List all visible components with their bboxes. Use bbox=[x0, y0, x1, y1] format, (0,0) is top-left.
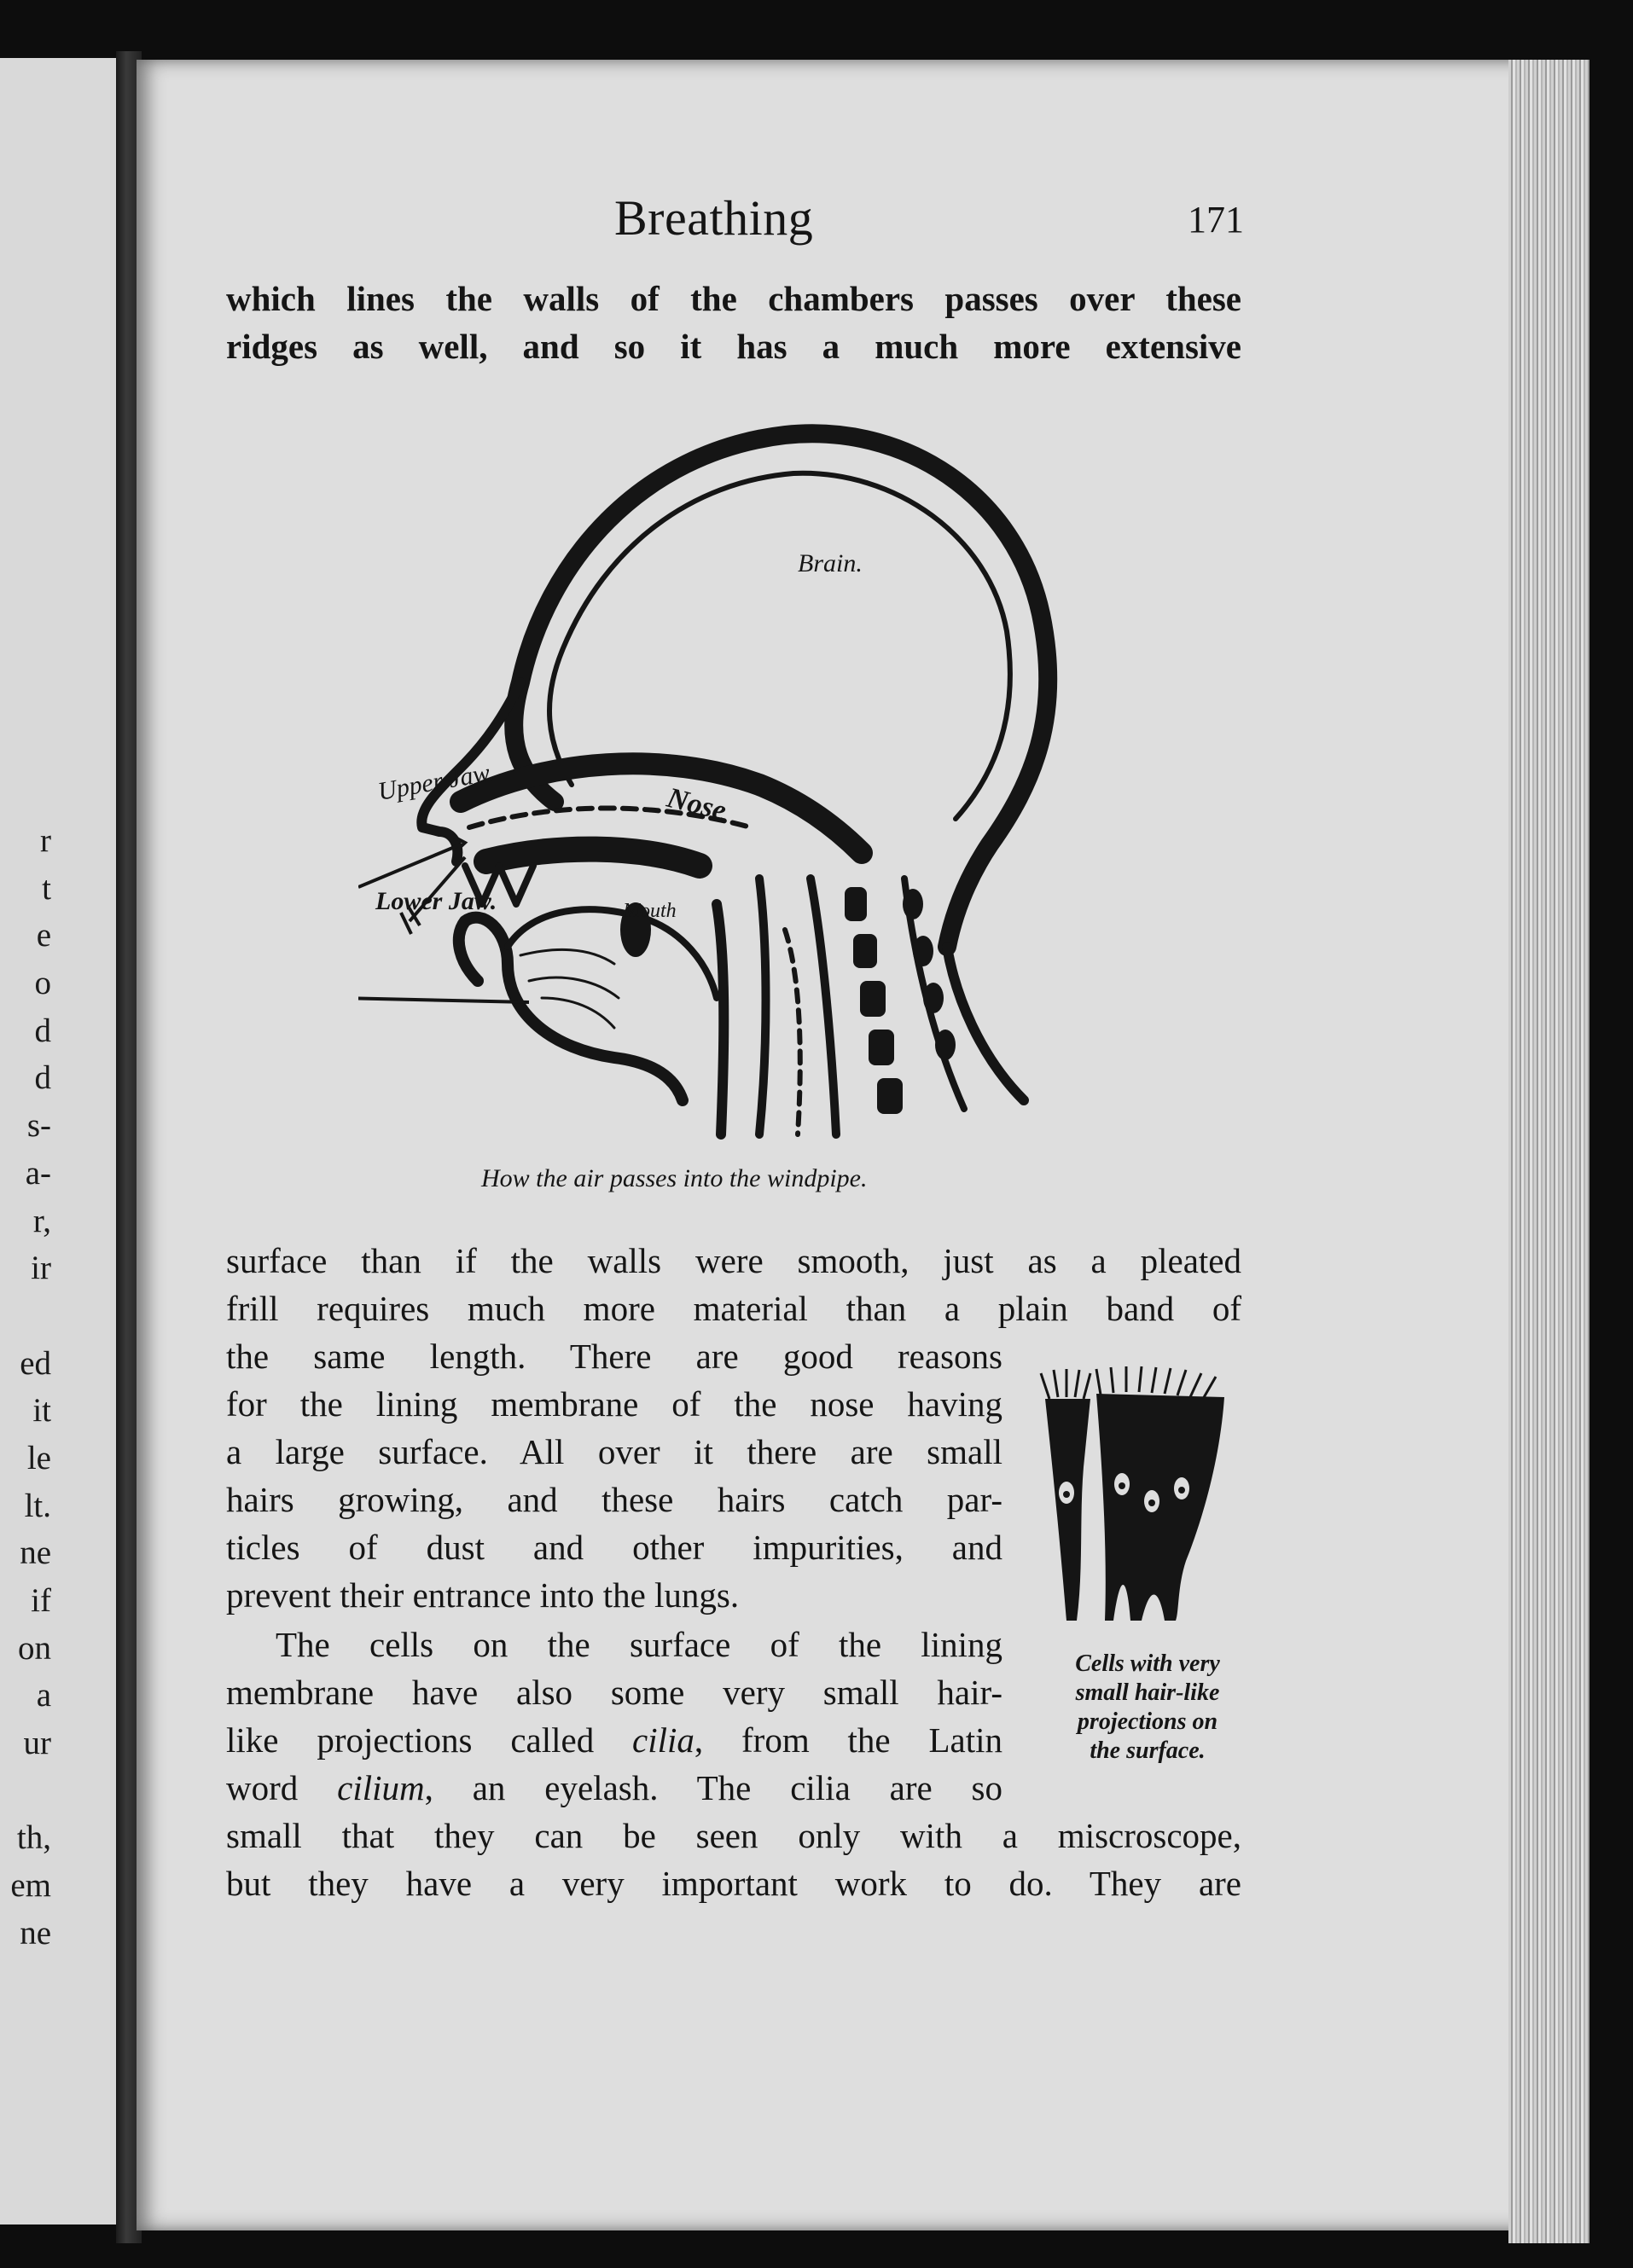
left-facing-page bbox=[0, 58, 116, 2224]
left-page-fragment: t bbox=[42, 869, 51, 907]
paragraph-wrap bbox=[226, 1332, 1002, 1619]
left-page-fragment: le bbox=[26, 1439, 51, 1476]
text-line: prevent their entrance into the lungs. bbox=[226, 1575, 740, 1615]
text-run: , an eyelash. The cilia are so bbox=[424, 1768, 1002, 1807]
left-page-fragment: s- bbox=[26, 1107, 51, 1145]
ciliated-cells-figure bbox=[1032, 1365, 1246, 1638]
left-page-fragment: ne bbox=[20, 1534, 51, 1572]
text-line: ridges as well, and so it has a much more extensive bbox=[226, 327, 1241, 366]
text-line: ticles of dust and other impurities, and bbox=[226, 1528, 1002, 1567]
text-line: a large surface. All over it there are small bbox=[226, 1432, 1002, 1471]
left-page-fragment: a bbox=[36, 1677, 51, 1714]
text-line bbox=[226, 1716, 1002, 1764]
text-line: The cells on the surface of the lining bbox=[276, 1625, 1002, 1664]
left-page-fragment: ed bbox=[20, 1344, 51, 1382]
running-head: Breathing bbox=[614, 190, 814, 246]
text-run: , from the Latin bbox=[694, 1720, 1002, 1760]
caption-line: projections on bbox=[1077, 1708, 1218, 1735]
page-number: 171 bbox=[1188, 199, 1244, 241]
left-page-fragment: th, bbox=[16, 1819, 51, 1857]
latin-term: cilium bbox=[337, 1768, 425, 1807]
left-page-fragment bbox=[0, 1767, 51, 1815]
page-edge-shadow bbox=[1589, 51, 1633, 2268]
left-page-fragment: d bbox=[34, 1012, 51, 1049]
page-stack-edge bbox=[1508, 60, 1589, 2243]
upper-jaw-label-svg bbox=[375, 751, 589, 819]
left-page-fragment: ne bbox=[20, 1914, 51, 1952]
text-line: which lines the walls of the chambers passes over these bbox=[226, 279, 1241, 318]
text-run: like projections called bbox=[226, 1720, 633, 1760]
left-page-text-fragments bbox=[0, 817, 51, 1958]
left-page-fragment: it bbox=[32, 1392, 51, 1430]
caption-line: Cells with very bbox=[1075, 1650, 1220, 1677]
text-line: hairs growing, and these hairs catch par- bbox=[226, 1480, 1002, 1519]
paragraph-bottom bbox=[226, 1812, 1241, 1907]
label-lower-jaw: Lower Jaw. bbox=[375, 887, 497, 915]
text-run: word bbox=[226, 1768, 338, 1807]
text-line: surface than if the walls were smooth, just as a pleated bbox=[226, 1241, 1241, 1280]
left-page-fragment: r, bbox=[32, 1202, 51, 1239]
left-page-fragment: d bbox=[34, 1059, 51, 1097]
left-page-fragment: ur bbox=[23, 1725, 51, 1762]
label-upper-jaw: Upper Jaw. bbox=[375, 757, 497, 806]
cells-figure-caption bbox=[1032, 1650, 1263, 1766]
label-mouth: Mouth bbox=[623, 900, 677, 922]
left-page-fragment: r bbox=[40, 822, 51, 859]
label-brain: Brain. bbox=[798, 549, 863, 577]
left-page-fragment: o bbox=[34, 965, 51, 1002]
paragraph-cilia bbox=[226, 1621, 1002, 1812]
text-line: for the lining membrane of the nose having bbox=[226, 1384, 1002, 1424]
text-line: membrane have also some very small hair- bbox=[226, 1673, 1002, 1712]
left-page-fragment: a- bbox=[25, 1154, 51, 1192]
left-page-fragment: ir bbox=[31, 1250, 51, 1287]
text-line: small that they can be seen only with a miscroscope, bbox=[226, 1816, 1241, 1855]
left-page-fragment: if bbox=[31, 1582, 51, 1619]
left-page-fragment bbox=[0, 1292, 51, 1340]
left-page-fragment: e bbox=[36, 917, 51, 954]
left-page-fragment: on bbox=[18, 1629, 51, 1667]
text-line bbox=[226, 1764, 1002, 1812]
paragraph-top bbox=[226, 275, 1241, 370]
label-nose: Nose bbox=[664, 781, 729, 827]
caption-line: the surface. bbox=[1090, 1737, 1206, 1764]
paragraph-mid bbox=[226, 1237, 1241, 1332]
text-line: but they have a very important work to do. They are bbox=[226, 1864, 1241, 1903]
left-page-fragment: em bbox=[10, 1867, 51, 1905]
text-line: the same length. There are good reasons bbox=[226, 1337, 1002, 1376]
left-page-fragment: lt. bbox=[24, 1487, 51, 1524]
text-line: frill requires much more material than a plain band of bbox=[226, 1289, 1241, 1328]
latin-term: cilia bbox=[632, 1720, 694, 1760]
caption-line: small hair-like bbox=[1075, 1679, 1220, 1706]
head-figure-caption: How the air passes into the windpipe. bbox=[481, 1164, 868, 1192]
